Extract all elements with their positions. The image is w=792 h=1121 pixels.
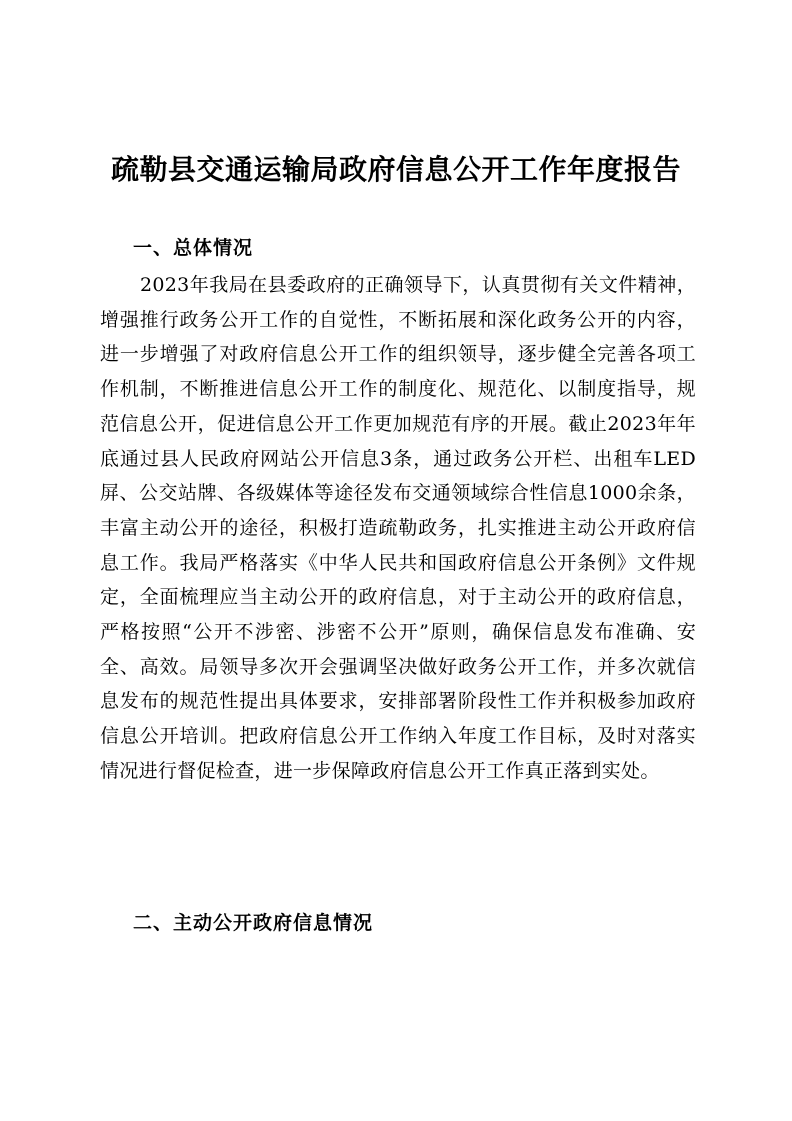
section-paragraph-overview: 2023年我局在县委政府的正确领导下，认真贯彻有关文件精神，增强推行政务公开工作的自觉性，不断拓展和深化政务公开的内容，进一步增强了对政府信息公开工作的组织领导，逐步健全完善各项工作机制，不断推进信息公开工作的制度化、规范化、以制度指导，规范信息公开，促进信息公开工作更加规范有序的开展。截止2023年年底通过县人民政府网站公开信息3条，通过政务公开栏、出租车LED屏、公交站牌、各级媒体等途径发布交通领域综合性信息1000余条，丰富主动公开的途径，积极打造疏勒政务，扎实推进主动公开政府信息工作。我局严格落实《中华人民共和国政府信息公开条例》文件规定，全面梳理应当主动公开的政府信息，对于主动公开的政府信息，严格按照“公开不涉密、涉密不公开”原则，确保信息发布准确、安全、高效。局领导多次开会强调坚决做好政务公开工作，并多次就信息发布的规范性提出具体要求，安排部署阶段性工作并积极参加政府信息公开培训。把政府信息公开工作纳入年度工作目标，及时对落实情况进行督促检查，进一步保障政府信息公开工作真正落到实处。 xyxy=(100,274,696,782)
document-title: 疏勒县交通运输局政府信息公开工作年度报告 xyxy=(110,153,681,186)
section-heading-proactive-disclosure: 二、主动公开政府信息情况 xyxy=(133,912,374,934)
section-heading-overview: 一、总体情况 xyxy=(133,237,254,259)
